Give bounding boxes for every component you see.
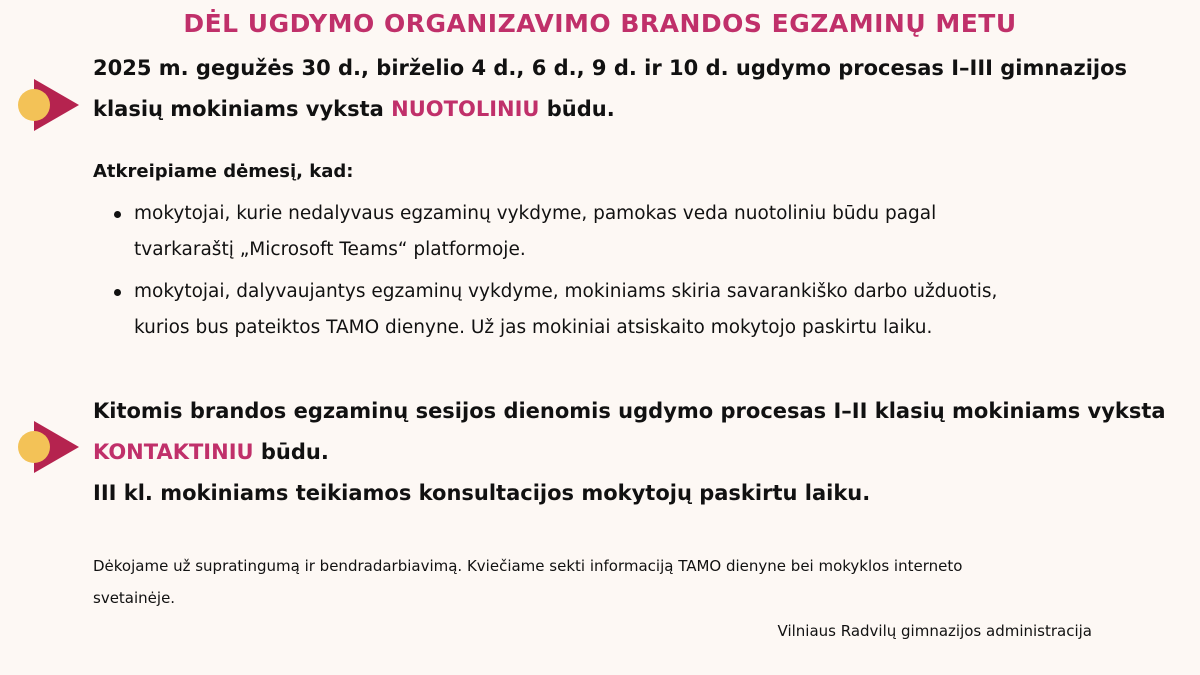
list-item bbox=[110, 196, 1180, 268]
notice-heading: Atkreipiame dėmesį, kad: bbox=[93, 161, 354, 182]
remote-notice-line2-end: būdu. bbox=[539, 97, 615, 121]
arrow-marker-icon bbox=[17, 421, 79, 473]
list-item-line1: mokytojai, dalyvaujantys egzaminų vykdyme, mokiniams skiria savarankiško darbo užduotis, bbox=[134, 281, 998, 302]
bullet-icon bbox=[114, 289, 121, 296]
remote-notice-line2 bbox=[93, 89, 1127, 130]
remote-mode-highlight: NUOTOLINIU bbox=[391, 97, 540, 121]
list-item bbox=[110, 274, 1180, 346]
remote-notice-line1: 2025 m. gegužės 30 d., birželio 4 d., 6 d., 9 d. ir 10 d. ugdymo procesas I–III gimnazijos bbox=[93, 56, 1128, 80]
remote-notice-line2-start: klasių mokiniams vyksta bbox=[93, 97, 392, 121]
consultations-line: III kl. mokiniams teikiamos konsultacijos mokytojų paskirtu laiku. bbox=[93, 481, 871, 505]
thanks-line1: Dėkojame už supratingumą ir bendradarbiavimą. Kviečiame sekti informaciją TAMO dienyne bei mokyklos interneto bbox=[93, 557, 963, 575]
page-title: DĖL UGDYMO ORGANIZAVIMO BRANDOS EGZAMINŲ METU bbox=[183, 9, 1017, 38]
contact-notice-line1: Kitomis brandos egzaminų sesijos dienomis ugdymo procesas I–II klasių mokiniams vyksta bbox=[93, 399, 1166, 423]
contact-notice-line2-end: būdu. bbox=[253, 440, 329, 464]
notice-list bbox=[110, 196, 1180, 352]
contact-mode-highlight: KONTAKTINIU bbox=[93, 440, 254, 464]
list-item-line2: kurios bus pateiktos TAMO dienyne. Už jas mokiniai atsiskaito mokytojo paskirtu laiku. bbox=[134, 317, 933, 338]
contact-learning-notice bbox=[93, 391, 1166, 514]
arrow-marker-icon bbox=[17, 79, 79, 131]
bullet-icon bbox=[114, 211, 121, 218]
contact-notice-line2 bbox=[93, 432, 1166, 473]
list-item-line1: mokytojai, kurie nedalyvaus egzaminų vykdyme, pamokas veda nuotoliniu būdu pagal bbox=[134, 203, 937, 224]
thanks-line2: svetainėje. bbox=[93, 589, 176, 607]
thanks-text bbox=[93, 550, 1153, 614]
list-item-line2: tvarkaraštį „Microsoft Teams“ platformoje. bbox=[134, 239, 526, 260]
remote-learning-notice bbox=[93, 48, 1127, 130]
signature: Vilniaus Radvilų gimnazijos administracija bbox=[777, 622, 1092, 640]
